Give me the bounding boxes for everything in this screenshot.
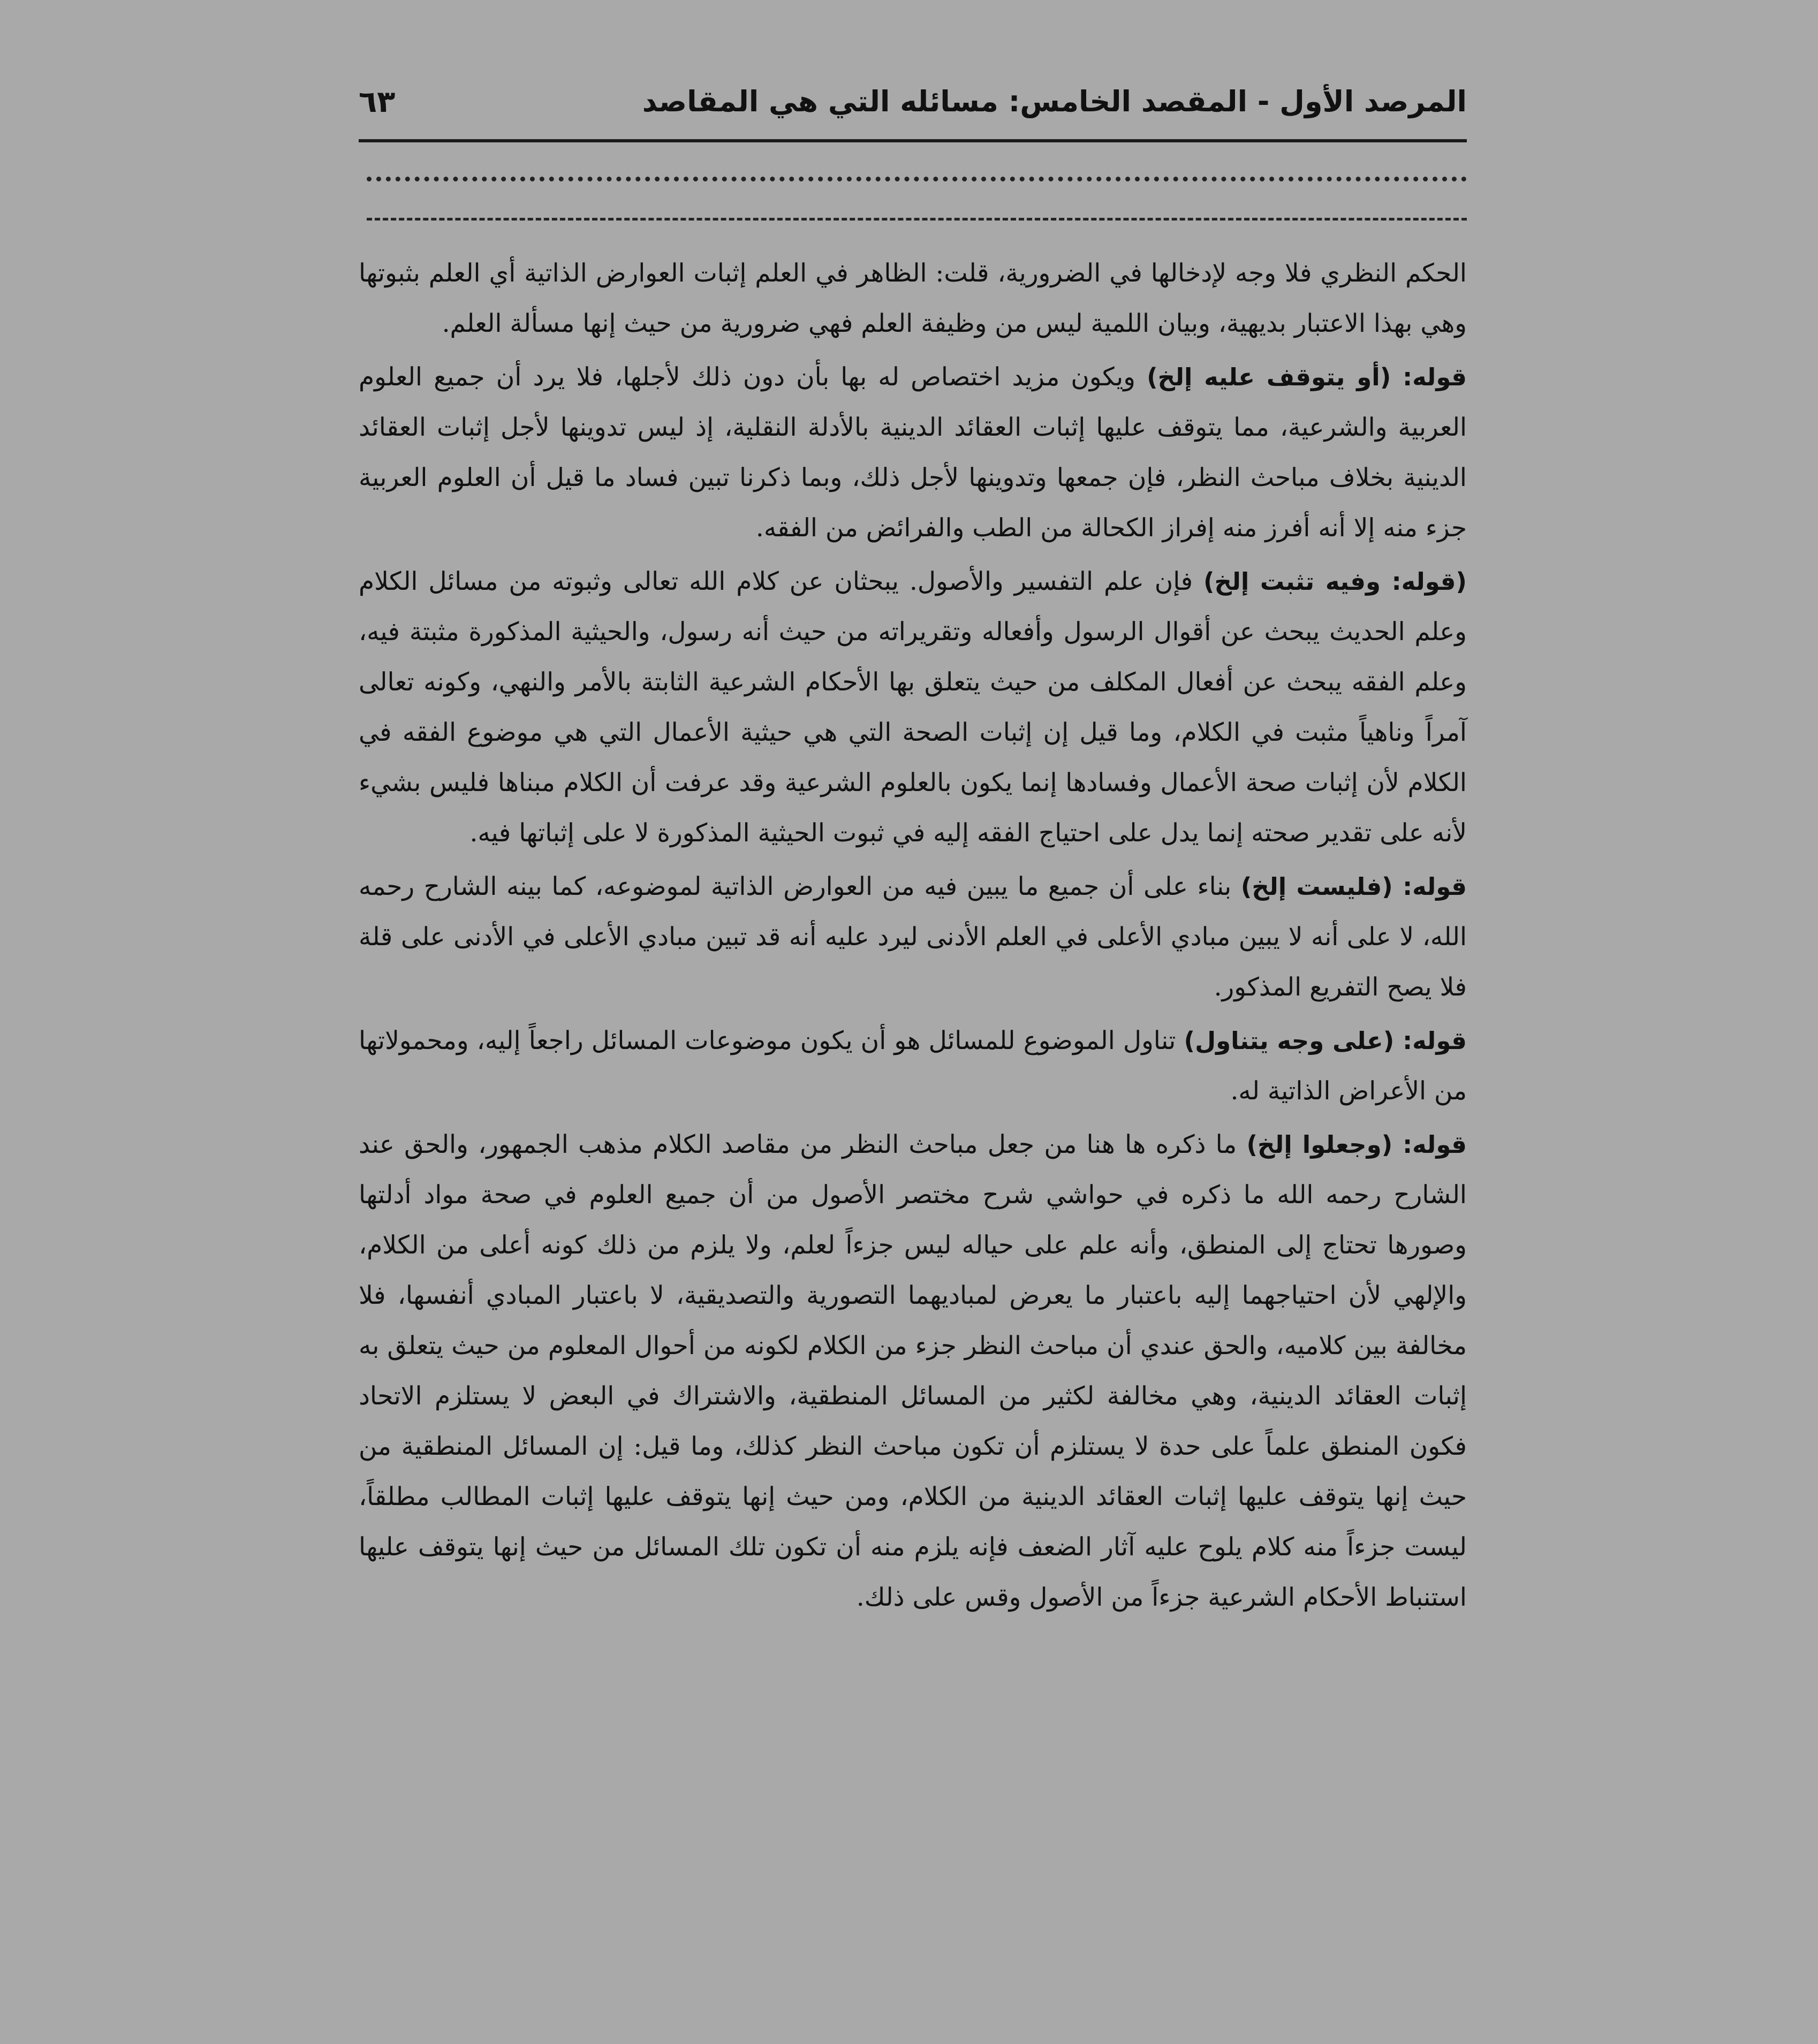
paragraph-lead: قوله: (فليست إلخ): [1240, 872, 1467, 901]
page-header: [359, 80, 1467, 142]
paragraph: [359, 352, 1467, 553]
paragraph-text: بناء على أن جميع ما يبين فيه من العوارض الذاتية لموضوعه، كما بينه الشارح رحمه الله، لا على أنه لا يبين مبادي الأعلى في العلم الأدنى ليرد عليه أنه قد تبين مبادي الأعلى في الأدنى على قلة فلا يصح التفريع المذكور.: [359, 872, 1467, 1002]
dashed-separator: [367, 212, 1467, 221]
book-page: [359, 80, 1467, 1626]
paragraph-lead: قوله: (وجعلوا إلخ): [1246, 1130, 1467, 1159]
paragraph-lead: قوله: (على وجه يتناول): [1184, 1027, 1467, 1055]
paragraph: [359, 248, 1467, 349]
paragraph: [359, 557, 1467, 858]
paragraph: [359, 1016, 1467, 1116]
paragraph-text: ما ذكره ها هنا من جعل مباحث النظر من مقاصد الكلام مذهب الجمهور، والحق عند الشارح رحمه الله ما ذكره في حواشي شرح مختصر الأصول من أن جميع العلوم في صحة مواد أدلتها وصورها تحتاج إلى المنطق، وأنه علم على حياله ليس جزءاً لعلم، ولا يلزم من ذلك كونه أعلى من الكلام، والإلهي لأن احتياجهما إليه باعتبار ما يعرض لمباديهما التصورية والتصديقية، لا باعتبار المبادي أنفسها، فلا مخالفة بين كلاميه، والحق عندي أن مباحث النظر جزء من الكلام لكونه من أحوال المعلوم من حيث يتعلق به إثبات العقائد الدينية، وهي مخالفة لكثير من المسائل المنطقية، والاشتراك في البعض لا يستلزم الاتحاد فكون المنطق علماً على حدة لا يستلزم أن تكون مباحث النظر كذلك، وما قيل: إن المسائل المنطقية من حيث إنها يتوقف عليها إثبات العقائد الدينية من الكلام، ومن حيث إنها يتوقف عليها إثبات المطالب مطلقاً، ليست جزءاً منه كلام يلوح عليه آثار الضعف فإنه يلزم منه أن تكون تلك المسائل من حيث إنها يتوقف عليها استنباط الأحكام الشرعية جزءاً من الأصول وقس على ذلك.: [359, 1130, 1467, 1612]
paragraph: [359, 862, 1467, 1013]
dotted-separator: [367, 169, 1467, 181]
paragraph-text: الحكم النظري فلا وجه لإدخالها في الضرورية، قلت: الظاهر في العلم إثبات العوارض الذاتية أي العلم بثبوتها وهي بهذا الاعتبار بديهية، وبيان اللمية ليس من وظيفة العلم فهي ضرورية من حيث إنها مسألة العلم.: [359, 259, 1467, 338]
paragraph-lead: قوله: (أو يتوقف عليه إلخ): [1147, 363, 1467, 391]
paragraph-lead: (قوله: وفيه تثبت إلخ): [1203, 567, 1467, 596]
commentary-body: [359, 248, 1467, 1623]
paragraph-text: فإن علم التفسير والأصول. يبحثان عن كلام الله تعالى وثبوته من مسائل الكلام وعلم الحديث يبحث عن أقوال الرسول وأفعاله وتقريراته من حيث أنه رسول، والحيثية المذكورة مثبتة فيه، وعلم الفقه يبحث عن أفعال المكلف من حيث يتعلق بها الأحكام الشرعية الثابتة بالأمر والنهي، وكونه تعالى آمراً وناهياً مثبت في الكلام، وما قيل إن إثبات الصحة التي هي حيثية الأعمال التي هي موضوع الفقه في الكلام لأن إثبات صحة الأعمال وفسادها إنما يكون بالعلوم الشرعية وقد عرفت أن الكلام مبناها فليس بشيء لأنه على تقدير صحته إنما يدل على احتياج الفقه إليه في ثبوت الحيثية المذكورة لا على إثباتها فيه.: [359, 567, 1467, 848]
paragraph-text: ويكون مزيد اختصاص له بها بأن دون ذلك لأجلها، فلا يرد أن جميع العلوم العربية والشرعية، مما يتوقف عليها إثبات العقائد الدينية بالأدلة النقلية، إذ ليس تدوينها لأجل إثبات العقائد الدينية بخلاف مباحث النظر، فإن جمعها وتدوينها لأجل ذلك، وبما ذكرنا تبين فساد ما قيل أن العلوم العربية جزء منه إلا أنه أفرز منه إفراز الكحالة من الطب والفرائض من الفقه.: [359, 362, 1467, 543]
paragraph-text: تناول الموضوع للمسائل هو أن يكون موضوعات المسائل راجعاً إليه، ومحمولاتها من الأعراض الذاتية له.: [359, 1026, 1467, 1106]
running-title: المرصد الأول - المقصد الخامس: مسائله التي هي المقاصد: [642, 85, 1467, 118]
page-number: ٦٣: [359, 85, 396, 119]
paragraph: [359, 1120, 1467, 1623]
